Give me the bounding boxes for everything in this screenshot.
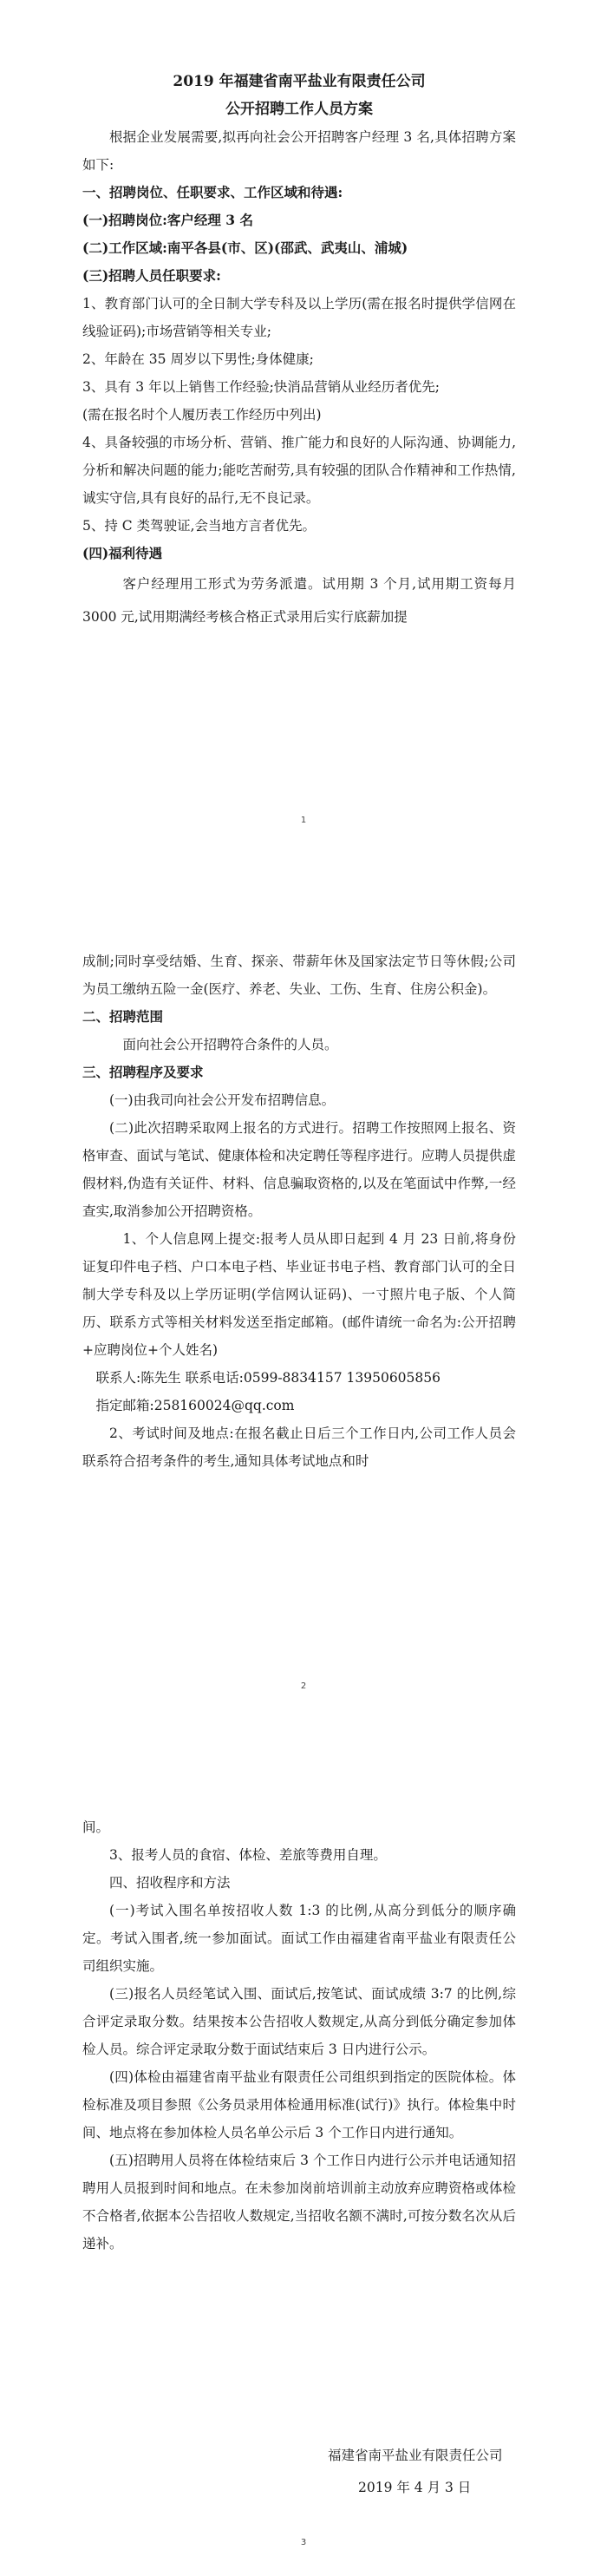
selection-step-5: (五)招聘用人员将在体检结束后 3 个工作日内进行公示并电话通知招聘用人员报到时间和地点。在未参加岗前培训前主动放弃应聘资格或体检不合格者,依据本公告招收人数规定,当招收名额不满时,可按分数名次从后递补。: [82, 2153, 516, 2252]
document-title-line-2: 公开招聘工作人员方案: [225, 101, 373, 118]
requirement-5: 5、持 C 类驾驶证,会当地方言者优先。: [82, 518, 317, 534]
work-area-heading: (二)工作区域:南平各县(市、区)(邵武、武夷山、浦城): [82, 239, 408, 256]
procedure-2-item-1: 1、个人信息网上提交:报考人员从即日起到 4 月 23 日前,将身份证复印件电子档、户口本电子档、毕业证书电子档、教育部门认可的全日制大学专科及以上学历证明(学信网认证码)、一寸照片电子版、个人简历、联系方式等相关材料发送至指定邮箱。(邮件请统一命名为:公开招聘+应聘岗位+个人姓名): [82, 1231, 516, 1358]
page-number-3: 3: [300, 2538, 307, 2547]
welfare-paragraph-part-1: 客户经理用工形式为劳务派遣。试用期 3 个月,试用期工资每月 3000 元,试用期满经考核合格正式录用后实行底薪加提: [82, 576, 516, 625]
section-3-heading: 三、招聘程序及要求: [82, 1064, 204, 1080]
requirement-4: 4、具备较强的市场分析、营销、推广能力和良好的人际沟通、协调能力,分析和解决问题的能力;能吃苦耐劳,具有较强的团队合作精神和工作热情,诚实守信,具有良好的品行,无不良记录。: [82, 435, 516, 506]
requirement-3-note: (需在报名时个人履历表工作经历中列出): [82, 407, 322, 423]
document-page-2: [0, 868, 607, 1735]
section-2-heading: 二、招聘范围: [82, 1008, 164, 1025]
signature-organization: 福建省南平盐业有限责任公司: [328, 2448, 503, 2463]
contact-line: 联系人:陈先生 联系电话:0599-8834157 13950605856: [95, 1370, 441, 1386]
procedure-2-item-3: 3、报考人员的食宿、体检、差旅等费用自理。: [109, 1847, 387, 1863]
section-1-heading: 一、招聘岗位、任职要求、工作区域和待遇:: [82, 184, 343, 200]
procedure-2-item-2-part-2: 间。: [82, 1819, 110, 1835]
document-title-line-1: 2019 年福建省南平盐业有限责任公司: [173, 73, 426, 90]
requirements-heading: (三)招聘人员任职要求:: [82, 267, 221, 284]
procedure-1: (一)由我司向社会公开发布招聘信息。: [109, 1092, 336, 1108]
recruitment-scope-text: 面向社会公开招聘符合条件的人员。: [122, 1037, 338, 1052]
position-heading: (一)招聘岗位:客户经理 3 名: [82, 212, 253, 228]
selection-step-3: (三)报名人员经笔试入围、面试后,按笔试、面试成绩 3:7 的比例,综合评定录取分数。结果按本公告招收人数规定,从高分到低分确定参加体检人员。综合评定录取分数于面试结束后 3 日内进行公示。: [82, 1986, 516, 2057]
page-2-body: [82, 947, 516, 1475]
requirement-1: 1、教育部门认可的全日制大学专科及以上学历(需在报名时提供学信网在线验证码);市场营销等相关专业;: [82, 296, 516, 339]
selection-step-4: (四)体检由福建省南平盐业有限责任公司组织到指定的医院体检。体检标准及项目参照《公务员录用体检通用标准(试行)》执行。体检集中时间、地点将在参加体检人员名单公示后 3 个工作日内进行通知。: [82, 2069, 516, 2140]
signature-date: 2019 年 4 月 3 日: [358, 2480, 472, 2495]
document-page-1: [0, 0, 607, 868]
welfare-heading: (四)福利待遇: [82, 545, 163, 561]
requirement-3: 3、具有 3 年以上销售工作经验;快消品营销从业经历者优先;: [82, 379, 441, 395]
email-line: 指定邮箱:258160024@qq.com: [95, 1398, 295, 1413]
procedure-2: (二)此次招聘采取网上报名的方式进行。招聘工作按照网上报名、资格审查、面试与笔试、健康体检和决定聘任等程序进行。应聘人员提供虚假材料,伪造有关证件、材料、信息骗取资格的,以及在笔面试中作弊,一经查实,取消参加公开招聘资格。: [82, 1120, 516, 1219]
intro-paragraph: 根据企业发展需要,拟再向社会公开招聘客户经理 3 名,具体招聘方案如下:: [82, 129, 516, 173]
procedure-2-item-2-part-1: 2、考试时间及地点:在报名截止日后三个工作日内,公司工作人员会联系符合招考条件的考生,通知具体考试地点和时: [82, 1426, 516, 1469]
welfare-paragraph-part-2: 成制;同时享受结婚、生育、探亲、带薪年休及国家法定节日等休假;公司为员工缴纳五险一金(医疗、养老、失业、工伤、生育、住房公积金)。: [82, 954, 516, 997]
section-4-heading: 四、招收程序和方法: [109, 1875, 231, 1891]
page-1-body: [82, 68, 516, 633]
page-3-body: [82, 1813, 516, 2258]
page-number-2: 2: [300, 1681, 307, 1691]
page-number-1: 1: [300, 816, 307, 825]
requirement-2: 2、年龄在 35 周岁以下男性;身体健康;: [82, 351, 314, 367]
selection-step-1: (一)考试入围名单按招收人数 1:3 的比例,从高分到低分的顺序确定。考试入围者,统一参加面试。面试工作由福建省南平盐业有限责任公司组织实施。: [82, 1903, 516, 1974]
document-page-3: [0, 1735, 607, 2576]
